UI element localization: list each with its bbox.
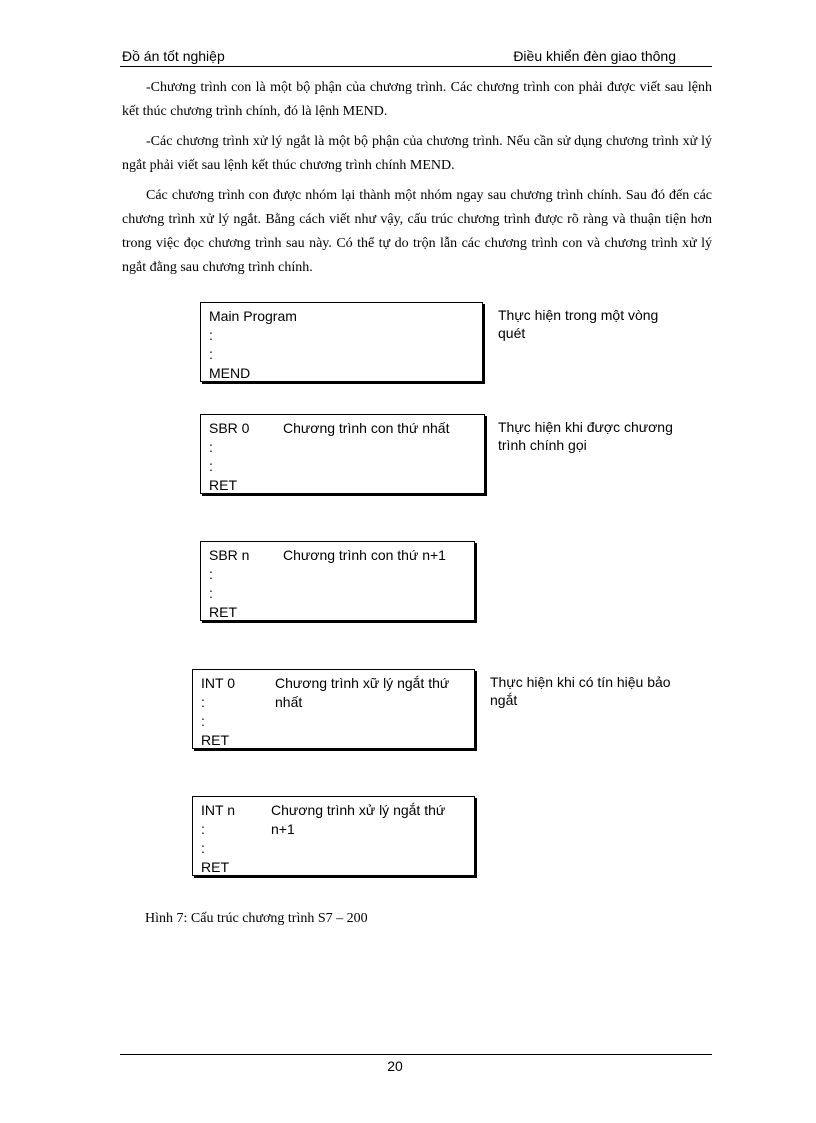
sbr0-box [200,414,485,494]
header-divider [120,66,712,67]
continuation-dots: : [201,840,205,856]
main-program-note: Thực hiện trong một vòng quét [498,307,659,341]
sbr0-label: SBR 0 [209,420,250,436]
ret-label: RET [201,859,229,875]
intn-label: INT n [201,802,235,818]
paragraph-subroutine: -Chương trình con là một bộ phận của chương trình. Các chương trình con phải được viết sau lệnh kết thúc chương trình chính, đó là lệnh MEND. [122,80,712,119]
header-right-title: Điều khiển đèn giao thông [513,48,676,64]
int0-box [192,669,475,749]
continuation-dots: : [209,458,213,474]
figure-caption: Hình 7: Cấu trúc chương trình S7 – 200 [145,911,368,926]
footer-divider [120,1054,712,1055]
ret-label: RET [209,477,237,493]
int0-desc: Chương trình xữ lý ngắt thứ nhất [275,675,450,710]
ret-label: RET [209,604,237,620]
page-number: 20 [387,1058,403,1074]
continuation-dots: : [209,585,213,601]
mend-label: MEND [209,365,251,381]
header-left-title: Đồ án tốt nghiệp [122,48,225,64]
sbrn-label: SBR n [209,547,250,563]
continuation-dots: : [209,327,213,343]
sbrn-box [200,541,475,621]
continuation-dots: : [201,821,205,837]
paragraph-grouping: Các chương trình con được nhóm lại thành một nhóm ngay sau chương trình chính. Sau đó đến các chương trình xử lý ngắt. Bằng cách viết như vậy, cấu trúc chương trình được rõ ràng và thuận tiện hơn trong việc đọc chương trình sau này. Có thể tự do trộn lẫn các chương trình con và chương trình xử lý ngắt đằng sau chương trình chính. [122,188,712,275]
sbr0-note: Thực hiện khi được chương trình chính gọi [498,419,673,453]
sbrn-desc: Chương trình con thứ n+1 [283,547,446,563]
ret-label: RET [201,732,229,748]
continuation-dots: : [201,694,205,710]
paragraph-interrupt: -Các chương trình xử lý ngắt là một bộ phận của chương trình. Nếu cần sử dụng chương trình xử lý ngắt phải viết sau lệnh kết thúc chương trình chính MEND. [122,134,712,173]
intn-box [192,796,475,876]
continuation-dots: : [209,346,213,362]
continuation-dots: : [201,713,205,729]
continuation-dots: : [209,439,213,455]
main-program-label: Main Program [209,308,297,324]
continuation-dots: : [209,566,213,582]
intn-desc: Chương trình xử lý ngắt thứ n+1 [271,802,446,837]
int0-label: INT 0 [201,675,235,691]
int0-note: Thực hiện khi có tín hiệu bảo ngắt [490,674,671,708]
sbr0-desc: Chương trình con thứ nhất [283,420,450,436]
main-program-box [200,302,483,382]
